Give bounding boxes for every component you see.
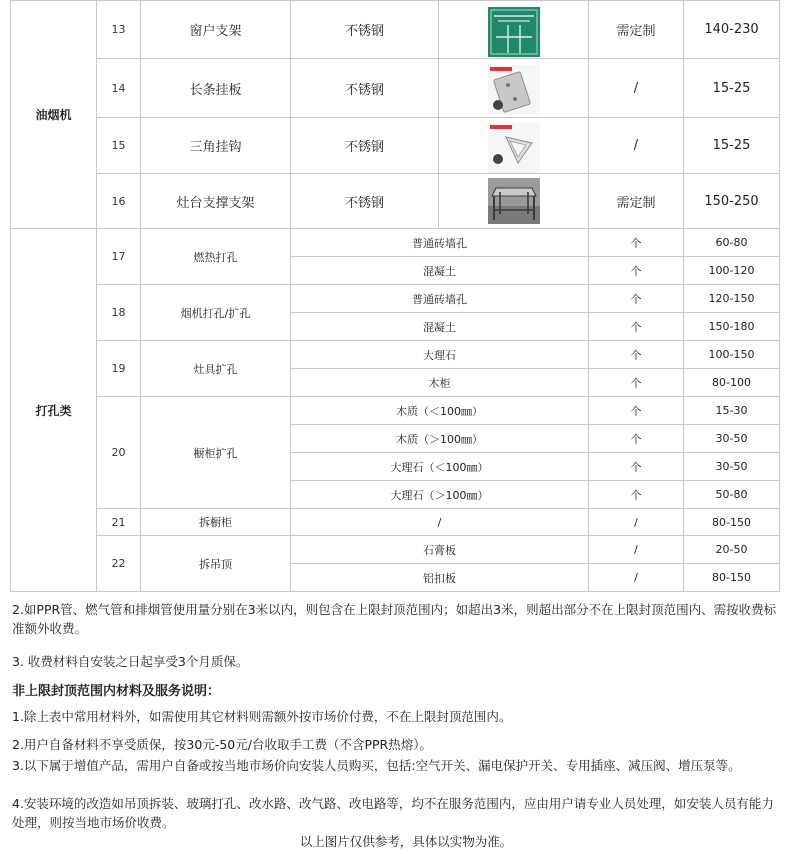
item-image-cell (439, 174, 589, 229)
table-row (11, 59, 780, 118)
note-warranty: 3. 收费材料自安装之日起享受3个月质保。 (12, 654, 249, 669)
price-table (10, 0, 780, 592)
sub-unit: 个 (589, 425, 684, 453)
sub-desc: 混凝土 (291, 257, 589, 285)
item-name: 灶具扩孔 (141, 341, 291, 397)
table-row (11, 229, 780, 257)
sub-price: 15-30 (684, 397, 780, 425)
item-note: 需定制 (589, 1, 684, 59)
item-name: 三角挂钩 (141, 118, 291, 174)
item-image-cell (439, 59, 589, 118)
sub-unit: 个 (589, 481, 684, 509)
row-number: 18 (97, 285, 141, 341)
sub-unit: 个 (589, 257, 684, 285)
category-cell: 油烟机 (11, 1, 97, 229)
table-row (11, 285, 780, 313)
sub-price: 100-120 (684, 257, 780, 285)
note-other-materials: 1.除上表中常用材料外，如需使用其它材料则需额外按市场价付费，不在上限封顶范围内。 (12, 709, 512, 724)
item-note: / (589, 59, 684, 118)
row-number: 14 (97, 59, 141, 118)
sub-unit: / (589, 564, 684, 592)
sub-unit: 个 (589, 285, 684, 313)
sub-price: 30-50 (684, 453, 780, 481)
sub-unit: / (589, 536, 684, 564)
sub-desc: / (291, 509, 589, 536)
hinge-plate-thumbnail (488, 65, 540, 111)
sub-desc: 木质（＞100㎜） (291, 425, 589, 453)
stove-stand-thumbnail (488, 178, 540, 224)
row-number: 19 (97, 341, 141, 397)
sub-desc: 石膏板 (291, 536, 589, 564)
sub-price: 20-50 (684, 536, 780, 564)
note-value-added: 3.以下属于增值产品，需用户自备或按当地市场价向安装人员购买，包括:空气开关、漏电保护开关、专用插座、减压阀、增压泵等。 (12, 758, 741, 773)
sub-price: 80-100 (684, 369, 780, 397)
notes-heading: 非上限封顶范围内材料及服务说明： (12, 684, 221, 699)
table-row (11, 118, 780, 174)
table-row (11, 1, 780, 59)
row-number: 16 (97, 174, 141, 229)
item-name: 烟机打孔/扩孔 (141, 285, 291, 341)
row-number: 20 (97, 397, 141, 509)
green-sign-thumbnail (488, 7, 540, 53)
sub-desc: 木柜 (291, 369, 589, 397)
sub-desc: 普通砖墙孔 (291, 229, 589, 257)
triangle-hook-thumbnail (488, 123, 540, 169)
item-name: 窗户支架 (141, 1, 291, 59)
item-material: 不锈钢 (291, 174, 439, 229)
note-user-materials: 2.用户自备材料不享受质保，按30元-50元/台收取手工费（不含PPR热熔）。 (12, 737, 432, 752)
sub-unit: / (589, 509, 684, 536)
table-row (11, 341, 780, 369)
item-name: 拆橱柜 (141, 509, 291, 536)
sub-price: 120-150 (684, 285, 780, 313)
item-name: 橱柜扩孔 (141, 397, 291, 509)
row-number: 17 (97, 229, 141, 285)
sub-price: 100-150 (684, 341, 780, 369)
category-cell: 打孔类 (11, 229, 97, 592)
item-image-cell (439, 1, 589, 59)
table-row (11, 509, 780, 536)
sub-desc: 普通砖墙孔 (291, 285, 589, 313)
sub-desc: 大理石（＜100㎜） (291, 453, 589, 481)
sub-price: 80-150 (684, 564, 780, 592)
sub-unit: 个 (589, 229, 684, 257)
item-note: / (589, 118, 684, 174)
item-material: 不锈钢 (291, 118, 439, 174)
item-name: 灶台支撑支架 (141, 174, 291, 229)
table-row (11, 174, 780, 229)
item-material: 不锈钢 (291, 1, 439, 59)
sub-unit: 个 (589, 397, 684, 425)
item-image-cell (439, 118, 589, 174)
sub-price: 80-150 (684, 509, 780, 536)
sub-unit: 个 (589, 313, 684, 341)
footer-disclaimer: 以上图片仅供参考，具体以实物为准。 (299, 834, 513, 849)
sub-price: 50-80 (684, 481, 780, 509)
item-price: 140-230 (684, 1, 780, 59)
sub-desc: 木质（＜100㎜） (291, 397, 589, 425)
item-name: 拆吊顶 (141, 536, 291, 592)
sub-price: 150-180 (684, 313, 780, 341)
item-name: 长条挂板 (141, 59, 291, 118)
note-ppr-pipes: 2.如PPR管、燃气管和排烟管使用量分别在3米以内，则包含在上限封顶范围内；如超出3米，则超出部分不在上限封顶范围内、需按收费标准额外收费。 (12, 602, 777, 636)
table-row (11, 397, 780, 425)
sub-desc: 铝扣板 (291, 564, 589, 592)
item-price: 15-25 (684, 59, 780, 118)
sub-desc: 混凝土 (291, 313, 589, 341)
sub-unit: 个 (589, 453, 684, 481)
sub-price: 30-50 (684, 425, 780, 453)
item-price: 15-25 (684, 118, 780, 174)
row-number: 22 (97, 536, 141, 592)
sub-desc: 大理石（＞100㎜） (291, 481, 589, 509)
item-price: 150-250 (684, 174, 780, 229)
row-number: 15 (97, 118, 141, 174)
item-note: 需定制 (589, 174, 684, 229)
item-name: 燃热打孔 (141, 229, 291, 285)
note-environment: 4.安装环境的改造如吊顶拆装、玻璃打孔、改水路、改气路、改电路等，均不在服务范围内，应由用户请专业人员处理，如安装人员有能力处理，则按当地市场价收费。 (12, 796, 774, 830)
sub-price: 60-80 (684, 229, 780, 257)
item-material: 不锈钢 (291, 59, 439, 118)
sub-unit: 个 (589, 341, 684, 369)
row-number: 21 (97, 509, 141, 536)
sub-desc: 大理石 (291, 341, 589, 369)
table-row (11, 536, 780, 564)
sub-unit: 个 (589, 369, 684, 397)
row-number: 13 (97, 1, 141, 59)
